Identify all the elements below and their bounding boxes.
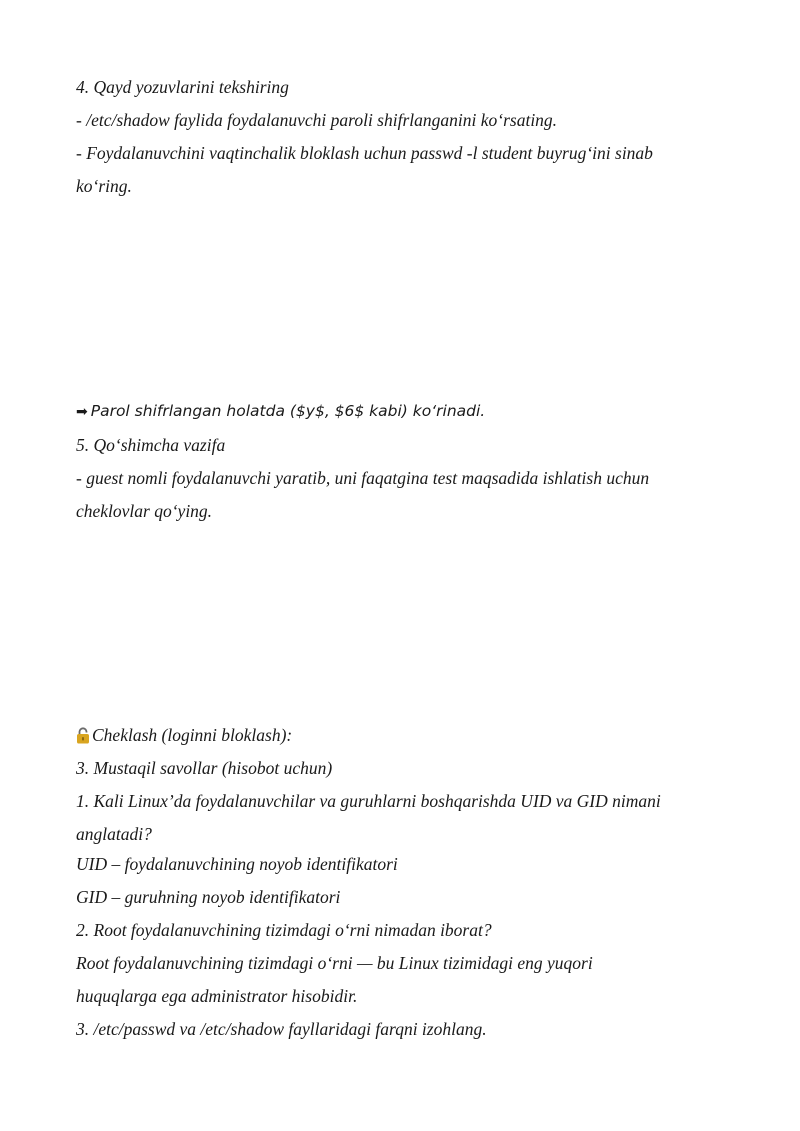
note-text: Parol shifrlangan holatda ($y$, $6$ kabi) ko‘rinadi. xyxy=(90,402,486,420)
arrow-right-icon: ➡ xyxy=(76,404,88,420)
restriction-heading xyxy=(76,724,736,749)
section4-heading: 4. Qayd yozuvlarini tekshiring xyxy=(76,77,289,97)
question1-line2: anglatadi? xyxy=(76,824,152,844)
restriction-text: Cheklash (loginni bloklash): xyxy=(92,725,293,745)
answer1-uid: UID – foydalanuvchining noyob identifikatori xyxy=(76,854,398,874)
lock-icon xyxy=(76,727,90,749)
encrypted-password-note xyxy=(76,400,736,423)
question3: 3. /etc/passwd va /etc/shadow fayllaridagi farqni izohlang. xyxy=(76,1019,487,1039)
section5-item-line2: cheklovlar qo‘ying. xyxy=(76,501,213,521)
section5-heading: 5. Qo‘shimcha vazifa xyxy=(76,435,226,455)
answer1-gid: GID – guruhning noyob identifikatori xyxy=(76,887,341,907)
section4-item-passwd-line2: ko‘ring. xyxy=(76,176,132,196)
question2: 2. Root foydalanuvchining tizimdagi o‘rni nimadan iborat? xyxy=(76,920,492,940)
section4-item-shadow: - /etc/shadow faylida foydalanuvchi paroli shifrlanganini ko‘rsating. xyxy=(76,110,558,130)
section4-item-passwd-line1: - Foydalanuvchini vaqtinchalik bloklash uchun passwd -l student buyrug‘ini sinab xyxy=(76,143,653,163)
answer2-line1: Root foydalanuvchining tizimdagi o‘rni — bu Linux tizimidagi eng yuqori xyxy=(76,953,593,973)
questions-heading: 3. Mustaqil savollar (hisobot uchun) xyxy=(76,758,333,778)
answer2-line2: huquqlarga ega administrator hisobidir. xyxy=(76,986,358,1006)
section5-item-line1: - guest nomli foydalanuvchi yaratib, uni faqatgina test maqsadida ishlatish uchun xyxy=(76,468,650,488)
question1-line1: 1. Kali Linux’da foydalanuvchilar va guruhlarni boshqarishda UID va GID nimani xyxy=(76,791,661,811)
